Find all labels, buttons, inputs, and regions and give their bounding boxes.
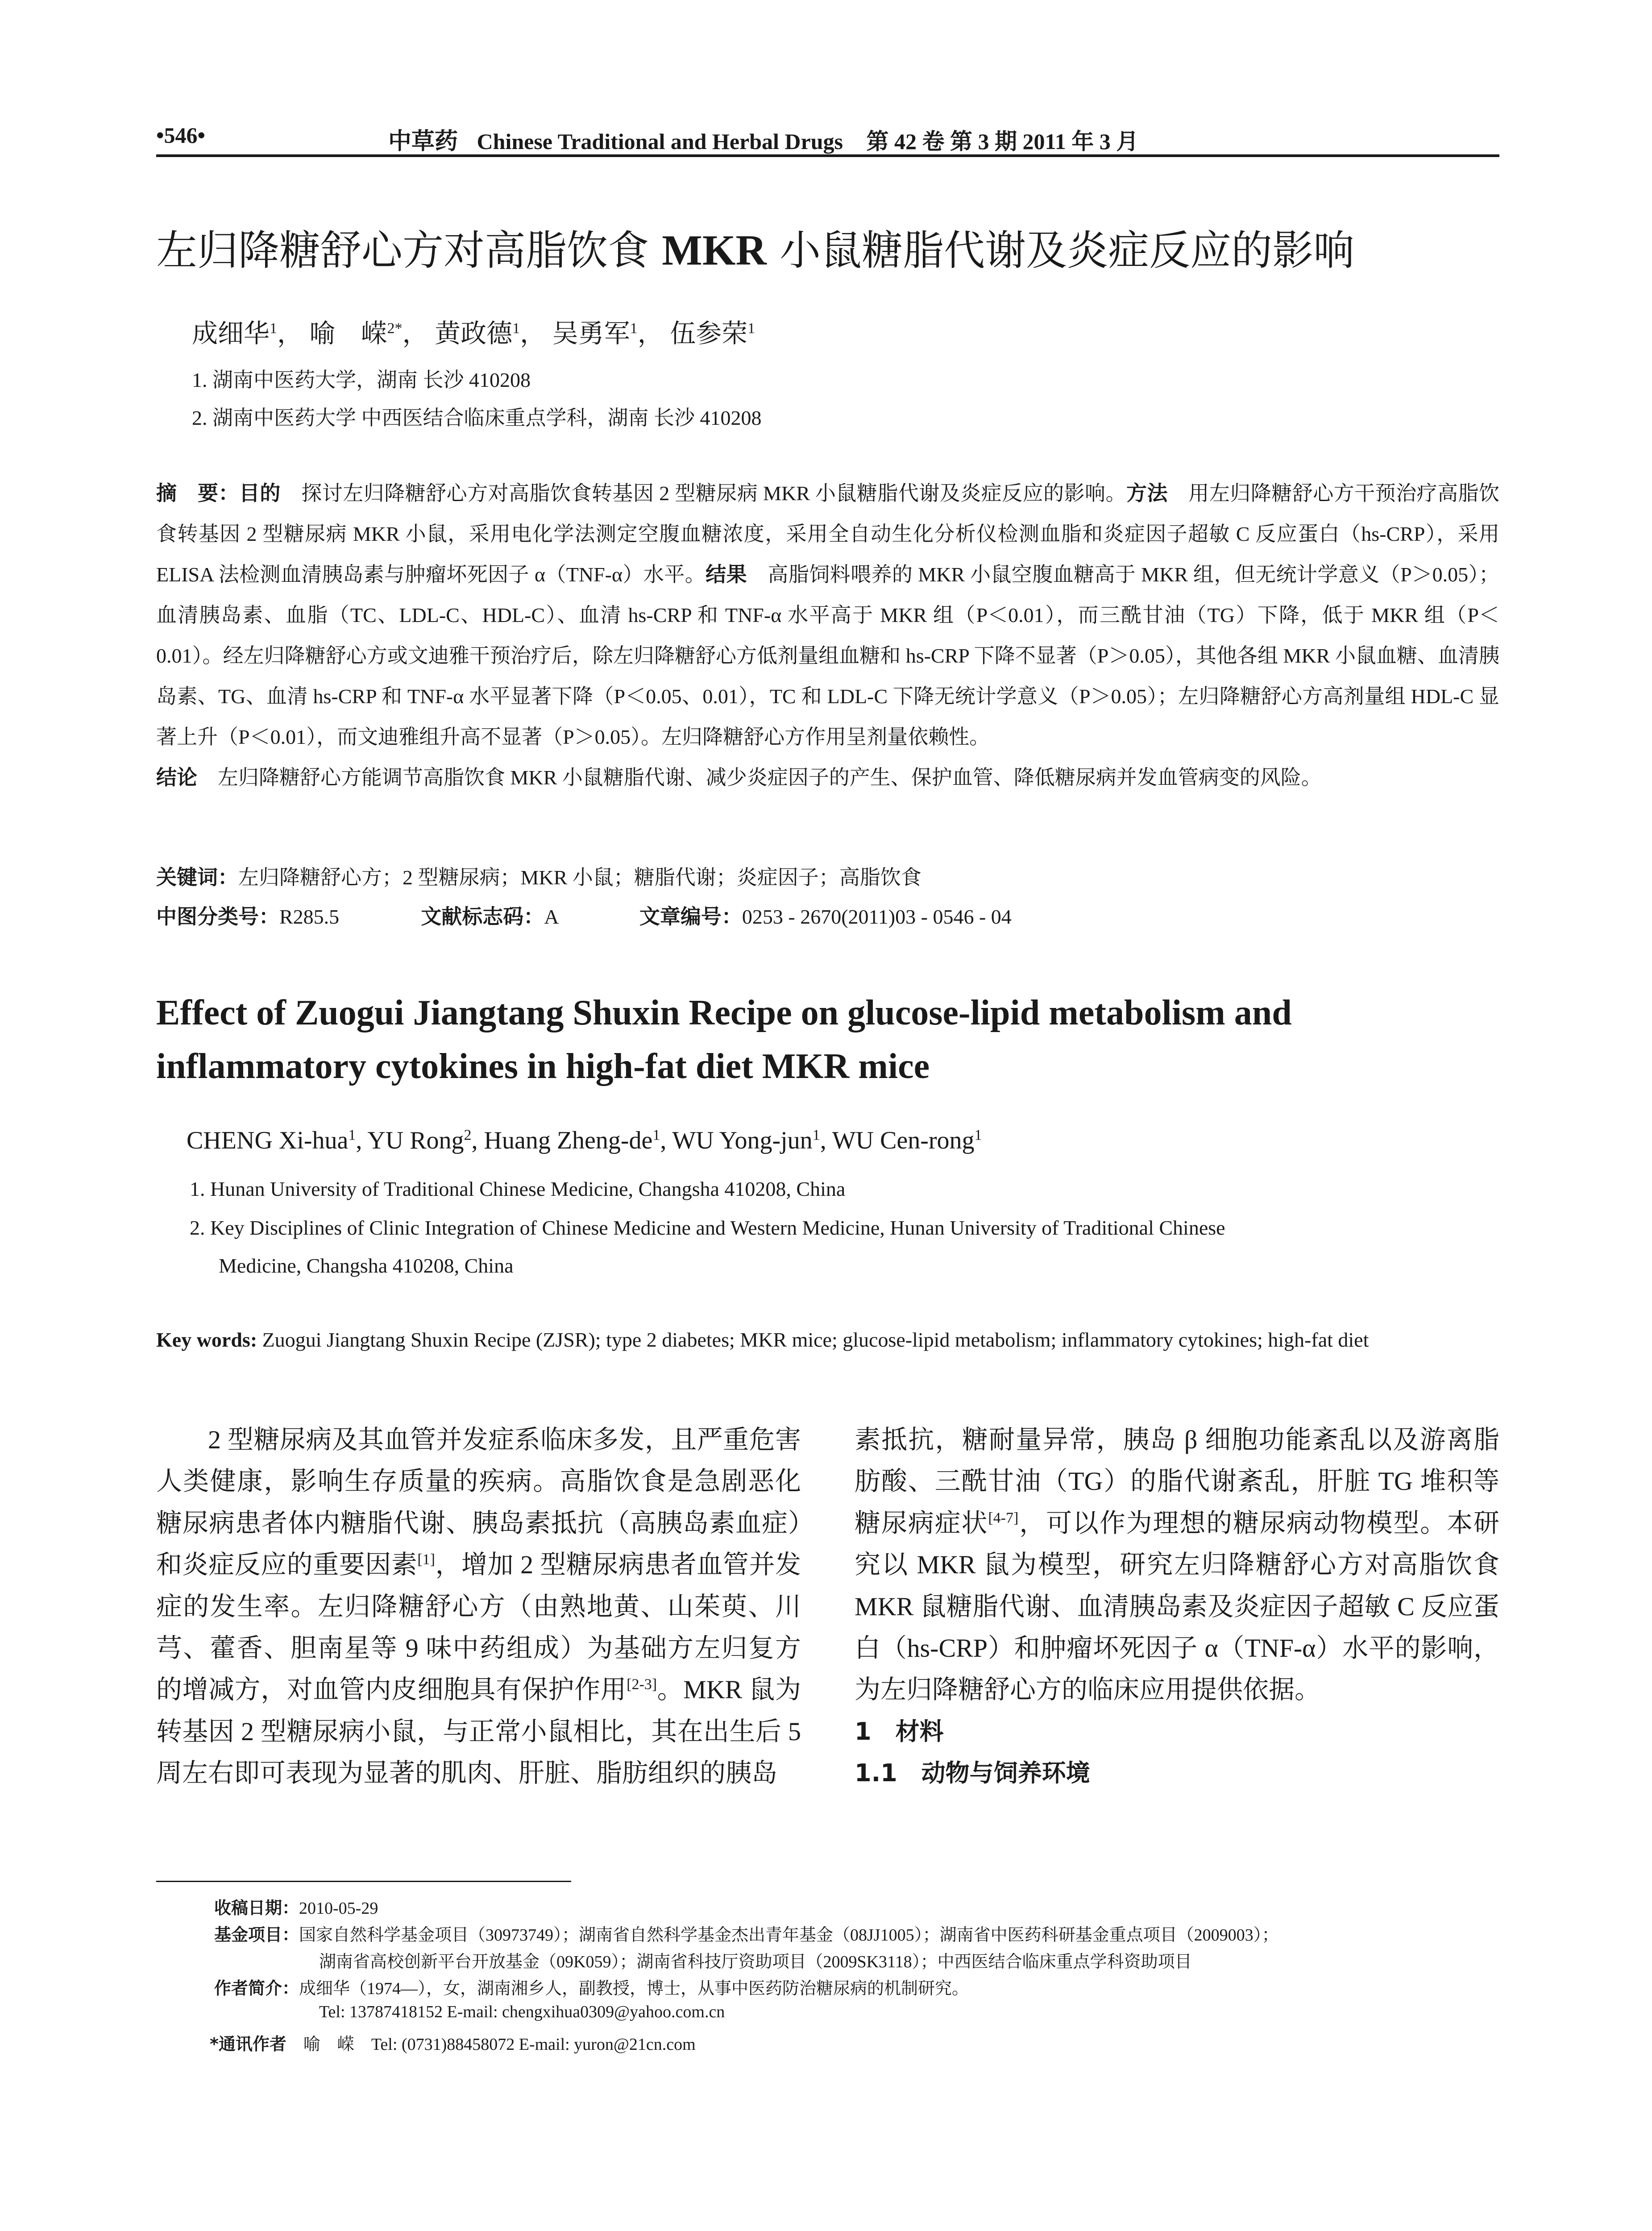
author-name: 黄政德 — [435, 319, 513, 348]
body-paragraph — [855, 1419, 1499, 1711]
footnote-fund-cont: 湖南省高校创新平台开放基金（09K059）；湖南省科技厅资助项目（2009SK3118）；中西医结合临床重点学科资助项目 — [319, 1953, 1192, 1971]
bio-label: 作者简介： — [214, 1978, 299, 1998]
author-sup: 2 — [464, 1127, 472, 1144]
conclusion-text: 左归降糖舒心方能调节高脂饮食 MKR 小鼠糖脂代谢、减少炎症因子的产生、保护血管、降低糖尿病并发血管病变的风险。 — [197, 766, 1322, 789]
received-date: 2010-05-29 — [299, 1899, 378, 1918]
chinese-title — [156, 218, 1354, 277]
journal-name — [388, 122, 1138, 156]
english-title-line1: Effect of Zuogui Jiangtang Shuxin Recipe on glucose-lipid metabolism and — [156, 993, 1292, 1033]
author-sup: 1 — [512, 320, 520, 337]
section-heading-1-1: 1.1 动物与饲养环境 — [855, 1759, 1090, 1787]
author-name: YU Rong — [367, 1127, 464, 1154]
footnote-fund — [214, 1921, 1279, 1945]
chinese-title-part1: 左归降糖舒心方对高脂饮食 — [156, 227, 662, 274]
chinese-abstract — [156, 473, 1499, 798]
author-name: 成细华 — [192, 319, 270, 348]
english-affiliation-1: 1. Hunan University of Traditional Chinese Medicine, Changsha 410208, China — [190, 1178, 846, 1200]
section-heading-1: 1 材料 — [855, 1717, 944, 1746]
english-affiliation-2-cont: Medicine, Changsha 410208, China — [219, 1254, 514, 1277]
english-keywords — [156, 1321, 1499, 1359]
english-keywords-text: Zuogui Jiangtang Shuxin Recipe (ZJSR); type 2 diabetes; MKR mice; glucose-lipid metabolism; inflammatory cytokines; high-fat diet — [257, 1328, 1369, 1351]
body-column-left — [156, 1419, 801, 1794]
author-name: 吴勇军 — [552, 319, 630, 348]
bio-text: 成细华（1974—），女，湖南湘乡人，副教授，博士，从事中医药防治糖尿病的机制研究。 — [299, 1979, 969, 1998]
method-label: 方法 — [1126, 481, 1168, 505]
received-label: 收稿日期： — [214, 1898, 299, 1918]
article-number-label: 文章编号： — [639, 904, 742, 929]
chinese-title-part2: 小鼠糖脂代谢及炎症反应的影响 — [766, 227, 1355, 274]
doc-code-label: 文献标志码： — [421, 904, 544, 929]
keywords-text: 左归降糖舒心方；2 型糖尿病；MKR 小鼠；糖脂代谢；炎症因子；高脂饮食 — [238, 866, 921, 889]
article-number-value: 0253 - 2670(2011)03 - 0546 - 04 — [742, 905, 1012, 928]
english-title — [156, 986, 1499, 1093]
keywords-label: 关键词： — [156, 865, 238, 889]
chinese-authors: 成细华$^1$， 喻 嵘$^{2*}$， 黄政德$^1$， 吴勇军$^1$， 伍参荣$^1$ — [192, 319, 755, 348]
footnote-bio-contact: Tel: 13787418152 E-mail: chengxihua0309@yahoo.com.cn — [319, 2003, 725, 2021]
chinese-title-mkr: MKR — [662, 226, 767, 274]
citation: [2-3] — [627, 1676, 657, 1693]
chinese-affiliation-1: 1. 湖南中医药大学，湖南 长沙 410208 — [192, 369, 531, 391]
footnote-bio — [214, 1974, 969, 1999]
objective-text: 探讨左归降糖舒心方对高脂饮食转基因 2 型糖尿病 MKR 小鼠糖脂代谢及炎症反应的影响。 — [280, 482, 1126, 505]
author-sup: 1 — [974, 1127, 982, 1144]
footnote-corresponding — [210, 2030, 696, 2055]
journal-issue: 第 42 卷 第 3 期 2011 年 3 月 — [866, 129, 1139, 154]
doc-code-value: A — [544, 905, 558, 928]
author-name: CHENG Xi-hua — [187, 1127, 349, 1154]
body-text: 2 型糖尿病及其血管并发症系临床多发，且严重危害人类健康，影响生存质量的疾病。高脂饮食是急剧恶化糖尿病患者体内糖脂代谢、胰岛素抵抗（高胰岛素血症）和炎症反应的重要因素 — [156, 1425, 801, 1580]
body-text: 。MKR 鼠为转基因 2 型糖尿病小鼠，与正常小鼠相比，其在出生后 5 周左右即可表现为显著的肌肉、肝脏、脂肪组织的胰岛 — [156, 1675, 801, 1788]
author-name: 喻 嵘 — [309, 319, 387, 348]
objective-label: 目的 — [239, 481, 281, 505]
journal-name-cn: 中草药 — [388, 129, 458, 154]
author-name: WU Yong-jun — [672, 1127, 813, 1154]
method-text: 用左归降糖舒心方干预治疗高脂饮食转基因 2 型糖尿病 MKR 小鼠，采用电化学法测定空腹血糖浓度，采用全自动生化分析仪检测血脂和炎症因子超敏 C 反应蛋白（hs-CRP），采用 ELISA 法检测血清胰岛素与肿瘤坏死因子 α（TNF-α）水平。 — [156, 482, 1500, 586]
clc-value: R285.5 — [279, 905, 340, 928]
english-authors: CHENG Xi-hua$^1$, YU Rong$^2$, Huang Zheng-$de^1$, WU Yong-jun$^1$, WU Cen-rong$^1$ — [187, 1127, 982, 1154]
result-text: 高脂饲料喂养的 MKR 小鼠空腹血糖高于 MKR 组，但无统计学意义（P＞0.05）；血清胰岛素、血脂（TC、LDL-C、HDL-C）、血清 hs-CRP 和 TNF-α 水平高于 MKR 组（P＜0.01），而三酰甘油（TG）下降，低于 MKR 组（P＜0.01）。经左归降糖舒心方或文迪雅干预治疗后，除左归降糖舒心方低剂量组血糖和 hs-CRP 下降不显著（P＞0.05），其他各组 MKR 小鼠血糖、血清胰岛素、TG、血清 hs-CRP 和 TNF-α 水平显著下降（P＜0.05、0.01），TC 和 LDL-C 下降无统计学意义（P＞0.05）；左归降糖舒心方高剂量组 HDL-C 显著上升（P＜0.01），而文迪雅组升高不显著（P＞0.05）。左归降糖舒心方作用呈剂量依赖性。 — [156, 563, 1499, 748]
author-sup: 1 — [270, 320, 278, 337]
citation: [4-7] — [988, 1509, 1019, 1526]
conclusion-label: 结论 — [156, 765, 197, 789]
body-paragraph — [156, 1419, 801, 1794]
running-header — [156, 117, 1499, 157]
clc-label: 中图分类号： — [156, 904, 279, 929]
footnote-received — [214, 1894, 378, 1919]
author-sup: 1 — [747, 320, 755, 337]
chinese-keywords — [156, 861, 921, 891]
body-text: ，可以作为理想的糖尿病动物模型。本研究以 MKR 鼠为模型，研究左归降糖舒心方对高脂饮食 MKR 鼠糖脂代谢、血清胰岛素及炎症因子超敏 C 反应蛋白（hs-CRP）和肿瘤坏死因子 α（TNF-α）水平的影响，为左归降糖舒心方的临床应用提供依据。 — [855, 1508, 1499, 1704]
author-name: Huang Zheng-de — [484, 1127, 653, 1154]
english-keywords-label: Key words: — [156, 1328, 257, 1351]
author-sup: 2* — [387, 320, 403, 337]
author-sup: 1 — [348, 1127, 356, 1144]
english-affiliation-2: 2. Key Disciplines of Clinic Integration of Chinese Medicine and Western Medicine, Hunan University of Traditional Chinese — [190, 1216, 1225, 1239]
result-label: 结果 — [706, 562, 747, 586]
footnote-rule — [156, 1881, 571, 1882]
corresponding-label: *通讯作者 — [210, 2034, 286, 2054]
journal-name-en: Chinese Traditional and Herbal Drugs — [477, 129, 843, 154]
author-name: WU Cen-rong — [832, 1127, 975, 1154]
author-sup: 1 — [652, 1127, 660, 1144]
corresponding-text: 喻 嵘 Tel: (0731)88458072 E-mail: yuron@21cn.com — [286, 2035, 696, 2054]
body-column-right — [855, 1419, 1499, 1794]
header-rule — [156, 154, 1499, 157]
fund-label: 基金项目： — [214, 1925, 299, 1945]
classification-line — [156, 900, 1012, 930]
author-sup: 1 — [630, 320, 638, 337]
citation: [1] — [417, 1551, 435, 1568]
abstract-label: 摘 要： — [156, 481, 239, 505]
fund-text: 国家自然科学基金项目（30973749）；湖南省自然科学基金杰出青年基金（08JJ1005）；湖南省中医药科研基金重点项目（2009003）； — [299, 1926, 1279, 1945]
author-sup: 1 — [812, 1127, 820, 1144]
page-number: •546• — [156, 123, 206, 148]
author-name: 伍参荣 — [670, 319, 748, 348]
chinese-affiliation-2: 2. 湖南中医药大学 中西医结合临床重点学科，湖南 长沙 410208 — [192, 406, 762, 429]
english-title-line2: inflammatory cytokines in high-fat diet MKR mice — [156, 1047, 930, 1086]
body-text: ，增加 2 型糖尿病患者血管并发症的发生率。左归降糖舒心方（由熟地黄、山茱萸、川芎、藿香、胆南星等 9 味中药组成）为基础方左归复方的增减方，对血管内皮细胞具有保护作用 — [156, 1550, 801, 1704]
body-text: 素抵抗，糖耐量异常，胰岛 β 细胞功能紊乱以及游离脂肪酸、三酰甘油（TG）的脂代谢紊乱，肝脏 TG 堆积等糖尿病症状 — [855, 1425, 1499, 1538]
